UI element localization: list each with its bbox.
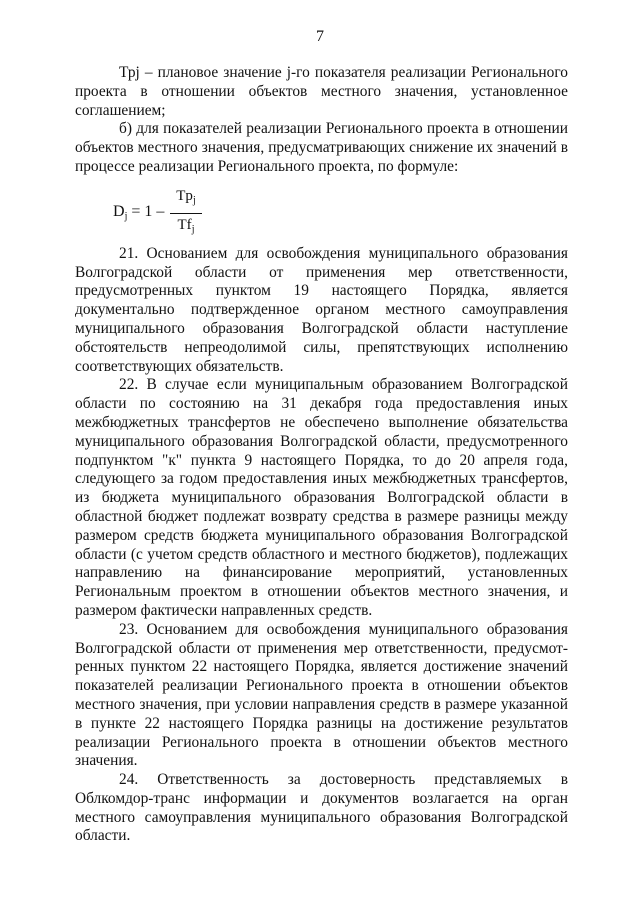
paragraph-21: 21. Основанием для освобождения муниципального образования Волгоградской области от применения мер ответственности, предусмотренных пунктом 19 настоящего Порядка, является документально подтвержденное органом местного самоуправления муниципального образования Волгоградской области наступление обстоятельств непреодолимой силы, препятствующих исполнению соответствующих обязательств. xyxy=(75,244,568,375)
paragraph-trj-definition: Трj – плановое значение j-го показателя реализации Регионального проекта в отношении объектов местного значения, установленное соглашением; xyxy=(75,64,568,119)
formula-lhs: $D_j = 1$ – xyxy=(113,202,165,222)
paragraph-24: 24. Ответственность за достоверность представляемых в Облкомдор-транс информации и документов возлагается на орган местного самоуправления муниципального образования Волгоградской области. xyxy=(75,771,568,845)
formula-dj xyxy=(75,181,568,239)
paragraph-b-formula-intro: б) для показателей реализации Регионального проекта в отношении объектов местного значения, предусматривающих снижение их значений в процессе реализации Регионального проекта, по формуле: xyxy=(75,120,568,175)
formula-numerator: $Tp_j$ xyxy=(170,187,202,214)
paragraph-22: 22. В случае если муниципальным образованием Волгоградской области по состоянию на 31 декабря года предоставления иных межбюджетных трансфертов не обеспечено выполнение обязательства муниципального образования Волгоградской области, предусмотренного подпунктом "к" пункта 9 настоящего Порядка, то до 20 апреля года, следующего за годом предоставления иных межбюджетных трансфертов, из бюджета муниципального образования Волгоградской области в областной бюджет подлежат возврату средства в размере разницы между размером средств бюджета муниципального образования Волгоградской области (с учетом средств областного и местного бюджетов), подлежащих направлению на финансирование мероприятий, установленных Региональным проектом в отношении объектов местного значения, и размером фактически направленных средств. xyxy=(75,376,568,619)
formula-fraction xyxy=(170,187,202,240)
paragraph-23: 23. Основанием для освобождения муниципального образования Волгоградской области от применения мер ответственности, предусмот-ренных пунктом 22 настоящего Порядка, является достижение значений показателей реализации Регионального проекта в отношении объектов местного значения, при условии направления средств в размере указанной в пункте 22 настоящего Порядка разницы на достижение результатов реализации Регионального проекта в отношении объектов местного значения. xyxy=(75,620,568,770)
page-number: 7 xyxy=(316,28,324,45)
formula-denominator: $Tf_j$ xyxy=(177,216,195,235)
document-body xyxy=(75,64,568,846)
